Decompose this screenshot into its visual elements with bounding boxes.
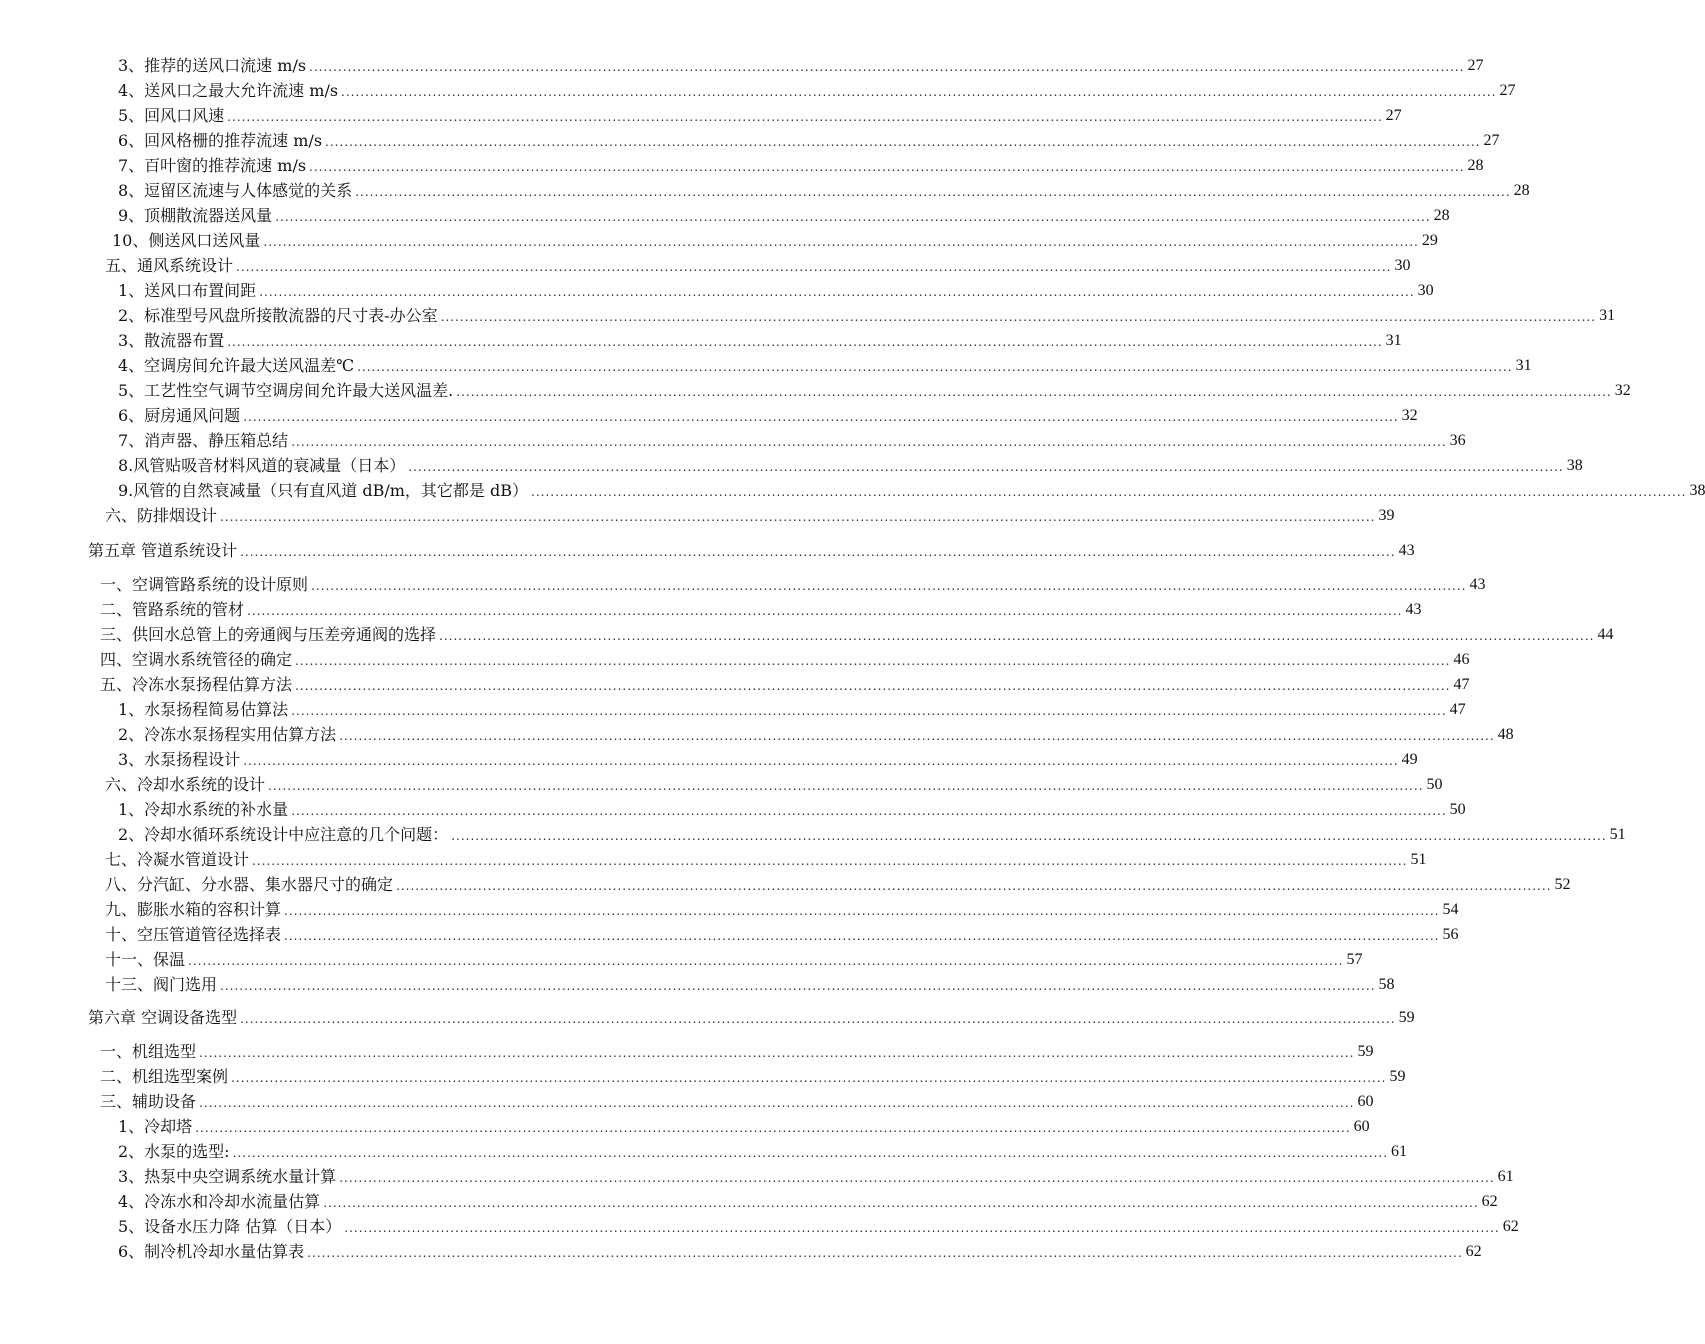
toc-entry[interactable] [118, 279, 1434, 301]
toc-leader-dots: ................................................................................................................................................................................................................................................ [291, 704, 1447, 718]
toc-entry-page: 50 [1449, 801, 1466, 818]
toc-entry[interactable] [118, 1215, 1519, 1237]
toc-entry-page: 43 [1469, 576, 1486, 593]
toc-entry-page: 32 [1401, 407, 1418, 424]
toc-entry-title: 5、回风口风速 [118, 106, 225, 125]
toc-entry-page: 31 [1515, 357, 1532, 374]
toc-leader-dots: ................................................................................................................................................................................................................................................ [357, 360, 1513, 374]
toc-entry-page: 29 [1421, 232, 1438, 249]
toc-entry-title: 2、冷冻水泵扬程实用估算方法 [118, 725, 337, 744]
toc-entry-title: 十、空压管道管径选择表 [105, 925, 282, 944]
toc-entry[interactable] [118, 304, 1616, 326]
toc-entry-title: 7、消声器、静压箱总结 [118, 431, 289, 450]
toc-entry-page: 52 [1554, 876, 1571, 893]
toc-leader-dots: ................................................................................................................................................................................................................................................ [307, 1246, 1463, 1260]
toc-leader-dots: ................................................................................................................................................................................................................................................ [231, 1071, 1387, 1085]
toc-entry-title: 1、冷却塔 [118, 1117, 193, 1136]
toc-entry-page: 56 [1442, 926, 1459, 943]
toc-leader-dots: ................................................................................................................................................................................................................................................ [311, 579, 1467, 593]
toc-entry[interactable] [105, 873, 1571, 895]
toc-entry-title: 2、冷却水循环系统设计中应注意的几个问题： [118, 825, 449, 844]
toc-entry-title: 五、冷冻水泵扬程估算方法 [100, 675, 293, 694]
toc-entry-page: 49 [1401, 751, 1418, 768]
toc-entry-title: 四、空调水系统管径的确定 [100, 650, 293, 669]
toc-entry[interactable] [118, 129, 1500, 151]
toc-entry-title: 3、水泵扬程设计 [118, 750, 241, 769]
toc-entry[interactable] [118, 823, 1626, 845]
toc-entry-title: 7、百叶窗的推荐流速 m/s [118, 156, 307, 175]
toc-leader-dots: ................................................................................................................................................................................................................................................ [199, 1096, 1355, 1110]
toc-entry-page: 58 [1378, 976, 1395, 993]
toc-leader-dots: ................................................................................................................................................................................................................................................ [291, 804, 1447, 818]
toc-entry-title: 9、顶棚散流器送风量 [118, 206, 273, 225]
toc-entry-title: 三、供回水总管上的旁通阀与压差旁通阀的选择 [100, 625, 437, 644]
toc-entry-title: 1、送风口布置间距 [118, 281, 257, 300]
toc-leader-dots: ................................................................................................................................................................................................................................................ [339, 1171, 1495, 1185]
toc-leader-dots: ................................................................................................................................................................................................................................................ [199, 1046, 1355, 1060]
toc-entry[interactable] [105, 948, 1363, 970]
toc-leader-dots: ................................................................................................................................................................................................................................................ [263, 235, 1419, 249]
toc-entry-page: 48 [1497, 726, 1514, 743]
toc-entry-page: 43 [1398, 542, 1415, 559]
toc-entry[interactable] [105, 973, 1395, 995]
toc-entry[interactable] [118, 404, 1418, 426]
toc-leader-dots: ................................................................................................................................................................................................................................................ [309, 60, 1465, 74]
toc-entry[interactable] [118, 329, 1402, 351]
toc-leader-dots: ................................................................................................................................................................................................................................................ [188, 954, 1344, 968]
toc-entry-title: 八、分汽缸、分水器、集水器尺寸的确定 [105, 875, 394, 894]
toc-entry[interactable] [88, 1006, 1415, 1028]
toc-leader-dots: ................................................................................................................................................................................................................................................ [309, 160, 1465, 174]
toc-leader-dots: ................................................................................................................................................................................................................................................ [236, 260, 1392, 274]
toc-leader-dots: ................................................................................................................................................................................................................................................ [268, 779, 1424, 793]
toc-leader-dots: ................................................................................................................................................................................................................................................ [220, 979, 1376, 993]
toc-leader-dots: ................................................................................................................................................................................................................................................ [220, 510, 1376, 524]
toc-entry-page: 38 [1689, 482, 1705, 499]
toc-entry-page: 61 [1391, 1143, 1408, 1160]
toc-leader-dots: ................................................................................................................................................................................................................................................ [232, 1146, 1389, 1160]
toc-entry[interactable] [100, 623, 1614, 645]
toc-leader-dots: ................................................................................................................................................................................................................................................ [227, 335, 1383, 349]
toc-entry[interactable] [118, 1140, 1408, 1162]
toc-entry-page: 30 [1417, 282, 1434, 299]
toc-leader-dots: ................................................................................................................................................................................................................................................ [227, 110, 1383, 124]
toc-leader-dots: ................................................................................................................................................................................................................................................ [531, 485, 1687, 499]
toc-entry-page: 62 [1481, 1193, 1498, 1210]
toc-leader-dots: ................................................................................................................................................................................................................................................ [339, 729, 1495, 743]
toc-leader-dots: ................................................................................................................................................................................................................................................ [240, 1012, 1396, 1026]
toc-leader-dots: ................................................................................................................................................................................................................................................ [456, 385, 1612, 399]
toc-entry-page: 62 [1502, 1218, 1519, 1235]
toc-entry-title: 3、热泵中央空调系统水量计算 [118, 1167, 337, 1186]
toc-entry-title: 五、通风系统设计 [105, 256, 234, 275]
toc-entry-page: 36 [1449, 432, 1466, 449]
toc-entry-page: 31 [1599, 307, 1616, 324]
toc-entry[interactable] [100, 598, 1422, 620]
toc-entry[interactable] [112, 229, 1438, 251]
toc-entry-title: 5、设备水压力降 估算（日本） [118, 1217, 342, 1236]
toc-leader-dots: ................................................................................................................................................................................................................................................ [325, 135, 1481, 149]
toc-entry-title: 三、辅助设备 [100, 1092, 197, 1111]
toc-entry[interactable] [118, 429, 1466, 451]
toc-leader-dots: ................................................................................................................................................................................................................................................ [240, 545, 1396, 559]
toc-leader-dots: ................................................................................................................................................................................................................................................ [355, 185, 1511, 199]
toc-entry-title: 10、侧送风口送风量 [112, 231, 261, 250]
toc-leader-dots: ................................................................................................................................................................................................................................................ [396, 879, 1552, 893]
toc-entry-page: 60 [1357, 1093, 1374, 1110]
toc-leader-dots: ................................................................................................................................................................................................................................................ [344, 1221, 1500, 1235]
toc-leader-dots: ................................................................................................................................................................................................................................................ [284, 904, 1440, 918]
toc-entry-title: 二、管路系统的管材 [100, 600, 245, 619]
toc-entry-title: 8.风管贴吸音材料风道的衰减量（日本） [118, 456, 406, 475]
toc-leader-dots: ................................................................................................................................................................................................................................................ [295, 654, 1451, 668]
toc-entry[interactable] [100, 1065, 1406, 1087]
toc-entry[interactable] [118, 454, 1583, 476]
toc-entry-title: 一、空调管路系统的设计原则 [100, 575, 309, 594]
toc-entry-title: 1、水泵扬程简易估算法 [118, 700, 289, 719]
toc-entry[interactable] [118, 798, 1466, 820]
toc-entry-title: 十一、保温 [105, 950, 186, 969]
toc-entry-title: 七、冷凝水管道设计 [105, 850, 250, 869]
toc-entry-page: 59 [1357, 1043, 1374, 1060]
toc-leader-dots: ................................................................................................................................................................................................................................................ [252, 854, 1408, 868]
toc-entry[interactable] [118, 1240, 1482, 1262]
toc-entry[interactable] [118, 179, 1530, 201]
toc-entry[interactable] [118, 204, 1450, 226]
toc-entry-title: 2、标准型号风盘所接散流器的尺寸表-办公室 [118, 306, 438, 325]
toc-entry-page: 59 [1398, 1009, 1415, 1026]
toc-entry-title: 4、空调房间允许最大送风温差℃ [118, 356, 355, 375]
toc-entry-title: 一、机组选型 [100, 1042, 197, 1061]
toc-entry-title: 3、散流器布置 [118, 331, 225, 350]
toc-entry[interactable] [105, 773, 1443, 795]
toc-entry-title: 六、防排烟设计 [105, 506, 218, 525]
toc-entry-page: 59 [1389, 1068, 1406, 1085]
toc-entry-page: 39 [1378, 507, 1395, 524]
toc-entry-title: 1、冷却水系统的补水量 [118, 800, 289, 819]
toc-entry-title: 6、制冷机冷却水量估算表 [118, 1242, 305, 1261]
toc-entry[interactable] [105, 254, 1411, 276]
toc-entry-page: 61 [1497, 1168, 1514, 1185]
toc-leader-dots: ................................................................................................................................................................................................................................................ [408, 460, 1564, 474]
toc-entry[interactable] [100, 1040, 1374, 1062]
toc-entry[interactable] [105, 923, 1459, 945]
toc-leader-dots: ................................................................................................................................................................................................................................................ [243, 754, 1399, 768]
toc-leader-dots: ................................................................................................................................................................................................................................................ [291, 435, 1447, 449]
toc-leader-dots: ................................................................................................................................................................................................................................................ [439, 629, 1595, 643]
toc-entry[interactable] [100, 1090, 1374, 1112]
toc-leader-dots: ................................................................................................................................................................................................................................................ [341, 85, 1497, 99]
toc-entry-page: 27 [1499, 82, 1516, 99]
toc-entry[interactable] [118, 748, 1418, 770]
toc-leader-dots: ................................................................................................................................................................................................................................................ [195, 1121, 1351, 1135]
toc-entry-page: 54 [1442, 901, 1459, 918]
toc-entry[interactable] [88, 539, 1415, 561]
toc-leader-dots: ................................................................................................................................................................................................................................................ [323, 1196, 1479, 1210]
toc-entry[interactable] [118, 104, 1402, 126]
toc-entry-page: 43 [1405, 601, 1422, 618]
toc-leader-dots: ................................................................................................................................................................................................................................................ [440, 310, 1597, 324]
toc-entry-title: 9.风管的自然衰减量（只有直风道 dB/m，其它都是 dB） [118, 481, 529, 500]
toc-entry-page: 28 [1467, 157, 1484, 174]
toc-entry[interactable] [118, 1190, 1498, 1212]
toc-entry-page: 57 [1346, 951, 1363, 968]
toc-entry[interactable] [118, 79, 1516, 101]
toc-entry-page: 38 [1566, 457, 1583, 474]
toc-entry[interactable] [118, 1165, 1514, 1187]
toc-entry-title: 4、送风口之最大允许流速 m/s [118, 81, 339, 100]
toc-entry[interactable] [118, 698, 1466, 720]
toc-entry-title: 第五章 管道系统设计 [88, 541, 238, 560]
toc-entry-title: 十三、阀门选用 [105, 975, 218, 994]
toc-leader-dots: ................................................................................................................................................................................................................................................ [243, 410, 1399, 424]
toc-entry[interactable] [118, 379, 1631, 401]
toc-entry-page: 32 [1614, 382, 1631, 399]
toc-entry[interactable] [100, 673, 1470, 695]
toc-entry-page: 27 [1483, 132, 1500, 149]
toc-entry-page: 28 [1513, 182, 1530, 199]
toc-entry-title: 二、机组选型案例 [100, 1067, 229, 1086]
toc-entry-title: 第六章 空调设备选型 [88, 1008, 238, 1027]
toc-entry-title: 九、膨胀水箱的容积计算 [105, 900, 282, 919]
toc-entry-title: 3、推荐的送风口流速 m/s [118, 56, 307, 75]
toc-entry-page: 28 [1433, 207, 1450, 224]
toc-entry-page: 51 [1410, 851, 1427, 868]
toc-entry-page: 47 [1453, 676, 1470, 693]
toc-entry-page: 30 [1394, 257, 1411, 274]
toc-leader-dots: ................................................................................................................................................................................................................................................ [295, 679, 1451, 693]
toc-entry-title: 5、工艺性空气调节空调房间允许最大送风温差. [118, 381, 454, 400]
toc-entry-title: 6、回风格栅的推荐流速 m/s [118, 131, 323, 150]
toc-leader-dots: ................................................................................................................................................................................................................................................ [451, 829, 1607, 843]
toc-entry-title: 8、逗留区流速与人体感觉的关系 [118, 181, 353, 200]
toc-entry[interactable] [118, 54, 1484, 76]
toc-entry[interactable] [118, 354, 1532, 376]
toc-leader-dots: ................................................................................................................................................................................................................................................ [247, 604, 1403, 618]
toc-entry[interactable] [118, 723, 1514, 745]
toc-entry[interactable] [105, 504, 1395, 526]
toc-entry-title: 4、冷冻水和冷却水流量估算 [118, 1192, 321, 1211]
toc-entry-page: 50 [1426, 776, 1443, 793]
toc-entry[interactable] [118, 479, 1705, 501]
toc-entry[interactable] [105, 898, 1459, 920]
toc-entry[interactable] [118, 1115, 1370, 1137]
toc-entry-page: 51 [1609, 826, 1626, 843]
toc-entry-page: 46 [1453, 651, 1470, 668]
toc-entry-page: 31 [1385, 332, 1402, 349]
toc-entry-title: 六、冷却水系统的设计 [105, 775, 266, 794]
toc-entry-page: 44 [1597, 626, 1614, 643]
toc-leader-dots: ................................................................................................................................................................................................................................................ [284, 929, 1440, 943]
toc-entry-page: 27 [1467, 57, 1484, 74]
toc-entry-page: 47 [1449, 701, 1466, 718]
toc-entry-title: 2、水泵的选型: [118, 1142, 230, 1161]
toc-entry-title: 6、厨房通风问题 [118, 406, 241, 425]
toc-leader-dots: ................................................................................................................................................................................................................................................ [259, 285, 1415, 299]
toc-entry[interactable] [105, 848, 1427, 870]
toc-entry-page: 27 [1385, 107, 1402, 124]
toc-entry[interactable] [100, 573, 1486, 595]
toc-entry[interactable] [118, 154, 1484, 176]
toc-entry[interactable] [100, 648, 1470, 670]
toc-leader-dots: ................................................................................................................................................................................................................................................ [275, 210, 1431, 224]
toc-entry-page: 60 [1353, 1118, 1370, 1135]
toc-entry-page: 62 [1465, 1243, 1482, 1260]
